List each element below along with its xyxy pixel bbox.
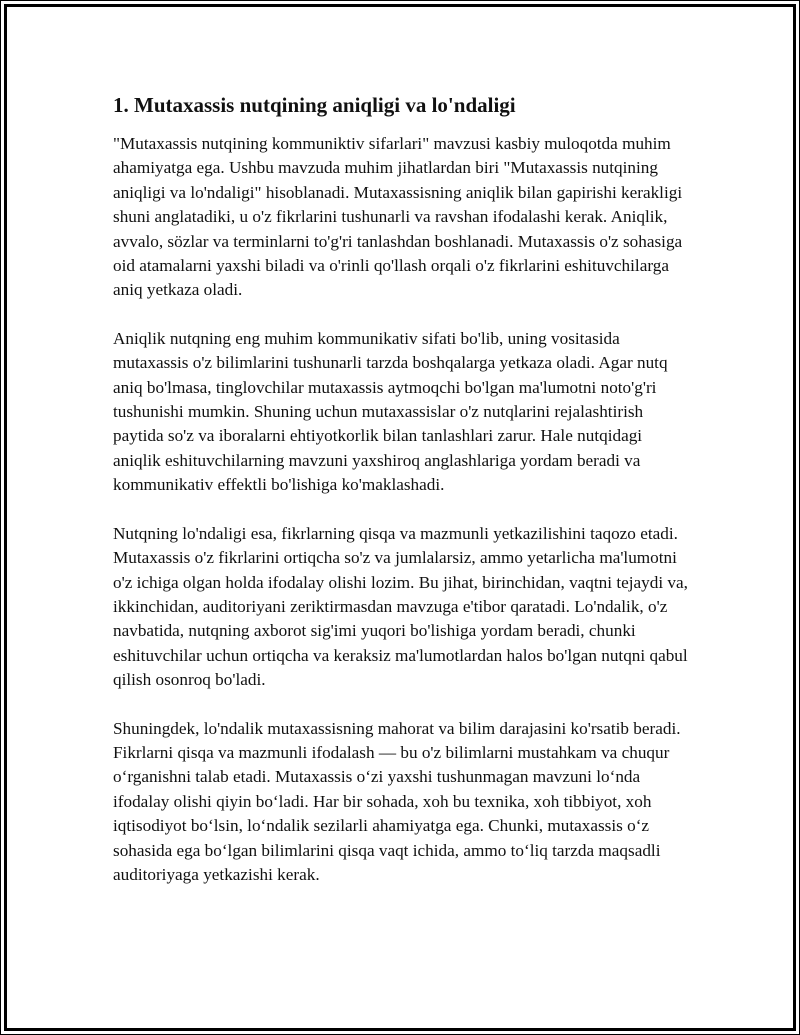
paragraph-4: Shuningdek, lo'ndalik mutaxassisning mahorat va bilim darajasini ko'rsatib beradi. Fikrlarni qisqa va mazmunli ifodalash — bu o'z bilimlarni mustahkam va chuqur o‘rganishni talab etadi. Mutaxassis o‘zi yaxshi tushunmagan mavzuni lo‘nda ifodalay olishi qiyin bo‘ladi. Har bir sohada, xoh bu texnika, xoh tibbiyot, xoh iqtisodiyot bo‘lsin, lo‘ndalik sezilarli ahamiyatga ega. Chunki, mutaxassis o‘z sohasida ega bo‘lgan bilimlarini qisqa vaqt ichida, ammo to‘liq tarzda maqsadli auditoriyaga yetkazishi kerak. — [113, 718, 681, 884]
paragraph-2: Aniqlik nutqning eng muhim kommunikativ sifati bo'lib, uning vositasida mutaxassis o'z bilimlarini tushunarli tarzda boshqalarga yetkaza oladi. Agar nutq aniq bo'lmasa, tinglovchilar mutaxassis aytmoqchi bo'lgan ma'lumotni noto'g'ri tushunishi mumkin. Shuning uchun mutaxassislar o'z nutqlarini rejalashtirish paytida so'z va iboralarni ehtiyotkorlik bilan tanlashlari zarur. Hale nutqidagi aniqlik eshituvchilarning mavzuni yaxshiroq anglashlariga yordam beradi va kommunikativ effektli bo'lishiga ko'maklashadi. — [113, 328, 668, 495]
paragraph-1: "Mutaxassis nutqining kommuniktiv sifarlari" mavzusi kasbiy muloqotda muhim ahamiyatga ega. Ushbu mavzuda muhim jihatlardan biri "Mutaxassis nutqining aniqligi va lo'ndaligi" hisoblanadi. Mutaxassisning aniqlik bilan gapirishi kerakligi shuni anglatadiki, u o'z fikrlarini tushunarli va ravshan ifodalashi kerak. Aniqlik, avvalo, sözlar va terminlarni to'g'ri tanlashdan boshlanadi. Mutaxassis o'z sohasiga oid atamalarni yaxshi biladi va o'rinli qo'llash orqali o'z fikrlarini eshituvchilarga aniq yetkaza oladi. — [113, 134, 683, 300]
section-heading: 1. Mutaxassis nutqining aniqligi va lo'ndaligi — [113, 93, 516, 117]
document-body — [113, 92, 693, 911]
paragraph-3: Nutqning lo'ndaligi esa, fikrlarning qisqa va mazmunli yetkazilishini taqozo etadi. Mutaxassis o'z fikrlarini ortiqcha so'z va jumlalarsiz, ammo yetarlicha ma'lumotni o'z ichiga olgan holda ifodalay olishi lozim. Bu jihat, birinchidan, vaqtni tejaydi va, ikkinchidan, auditoriyani zeriktirmasdan mavzuga e'tibor qaratadi. Lo'ndalik, o'z navbatida, nutqning axborot sig'imi yuqori bo'lishiga yordam beradi, chunki eshituvchilar uchun ortiqcha va keraksiz ma'lumotlardan halos bo'lgan nutqni qabul qilish osonroq bo'ladi. — [113, 523, 688, 690]
